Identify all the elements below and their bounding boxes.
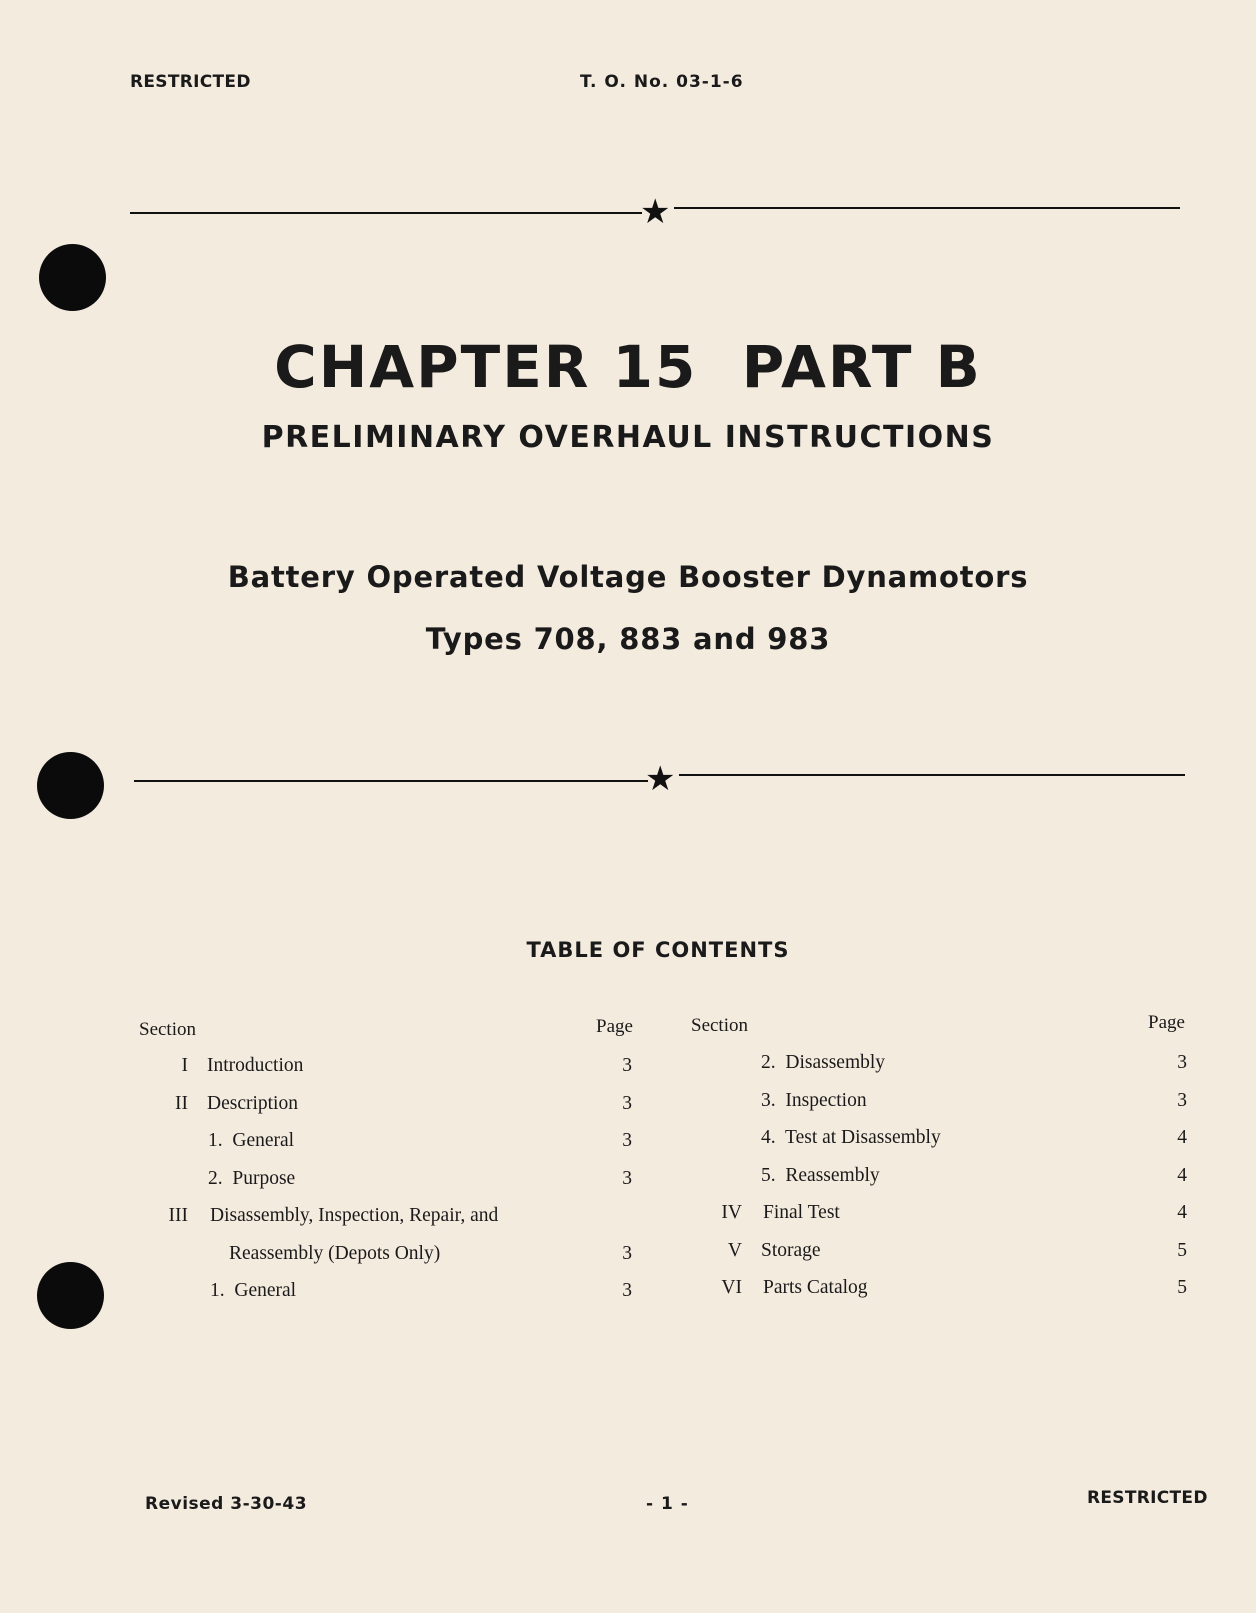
toc-entry — [0, 1052, 1256, 1078]
toc-page-number: 4 — [1177, 1164, 1187, 1186]
divider-rule-right — [679, 774, 1185, 776]
toc-page-number: 5 — [1177, 1239, 1187, 1261]
toc-section-header: Section — [691, 1015, 748, 1036]
toc-section-number: II — [175, 1092, 188, 1114]
toc-page-number: 3 — [1177, 1052, 1187, 1073]
toc-entry-title: 2. Purpose — [208, 1167, 296, 1189]
document-title-line2: Types 708, 883 and 983 — [425, 622, 831, 656]
toc-entry-title: Disassembly, Inspection, Repair, and — [210, 1205, 499, 1226]
toc-section-header: Section — [139, 1019, 196, 1040]
toc-entry-title: 1. General — [208, 1130, 295, 1151]
toc-section-number: V — [727, 1239, 742, 1261]
star-icon: ★ — [640, 192, 671, 232]
chapter-title: CHAPTER 15 PART B — [274, 333, 982, 401]
toc-section-number: IV — [721, 1202, 742, 1223]
toc-entry-title: 2. Disassembly — [761, 1052, 886, 1073]
toc-page-number: 3 — [622, 1092, 632, 1114]
toc-page-number: 5 — [1177, 1277, 1187, 1298]
document-title-line1: Battery Operated Voltage Booster Dynamotors — [227, 560, 1029, 594]
toc-page-header: Page — [1148, 1012, 1185, 1033]
divider-rule-left — [134, 780, 648, 782]
toc-entry-title: 3. Inspection — [761, 1089, 867, 1111]
toc-page-number: 3 — [622, 1130, 632, 1151]
chapter-subtitle: PRELIMINARY OVERHAUL INSTRUCTIONS — [261, 420, 995, 455]
star-icon: ★ — [645, 759, 676, 799]
toc-entry-title: Storage — [761, 1239, 821, 1261]
toc-entry — [0, 1127, 1256, 1153]
toc-entry-title: Final Test — [763, 1202, 840, 1223]
toc-page-header: Page — [596, 1016, 633, 1037]
toc-section-number: I — [181, 1055, 188, 1076]
binder-hole — [37, 752, 104, 819]
divider-rule-right — [674, 207, 1180, 209]
toc-page-number: 3 — [622, 1167, 632, 1189]
toc-entry — [0, 1202, 1256, 1228]
toc-page-number: 4 — [1177, 1127, 1187, 1148]
toc-section-number: III — [168, 1205, 188, 1226]
toc-entry-title: Parts Catalog — [763, 1277, 868, 1298]
binder-hole — [39, 244, 106, 311]
toc-entry-title: Introduction — [207, 1055, 304, 1076]
toc-entry — [0, 1165, 1256, 1191]
toc-entry-title: 4. Test at Disassembly — [761, 1127, 941, 1148]
toc-page-number: 3 — [1177, 1089, 1187, 1111]
toc-page-number: 3 — [622, 1280, 632, 1301]
toc-page-number: 4 — [1177, 1202, 1187, 1223]
toc-entry-title: 1. General — [210, 1280, 297, 1301]
divider-rule-left — [130, 212, 642, 214]
toc-page-number: 3 — [622, 1055, 632, 1076]
toc-heading: TABLE OF CONTENTS — [526, 938, 790, 962]
toc-entry-title: Reassembly (Depots Only) — [229, 1242, 441, 1264]
footer-revised: Revised 3-30-43 — [145, 1494, 308, 1514]
toc-entry-title: Description — [207, 1092, 298, 1114]
header-classification: RESTRICTED — [130, 72, 251, 92]
toc-entry-title: 5. Reassembly — [761, 1164, 880, 1186]
toc-entry — [0, 1240, 1256, 1266]
toc-entry — [0, 1277, 1256, 1303]
footer-classification: RESTRICTED — [1087, 1488, 1208, 1508]
toc-section-number: VI — [721, 1277, 742, 1298]
header-to-number: T. O. No. 03-1-6 — [580, 72, 744, 92]
toc-entry — [0, 1090, 1256, 1116]
toc-page-number: 3 — [622, 1242, 632, 1264]
footer-page-number: - 1 - — [646, 1494, 689, 1514]
